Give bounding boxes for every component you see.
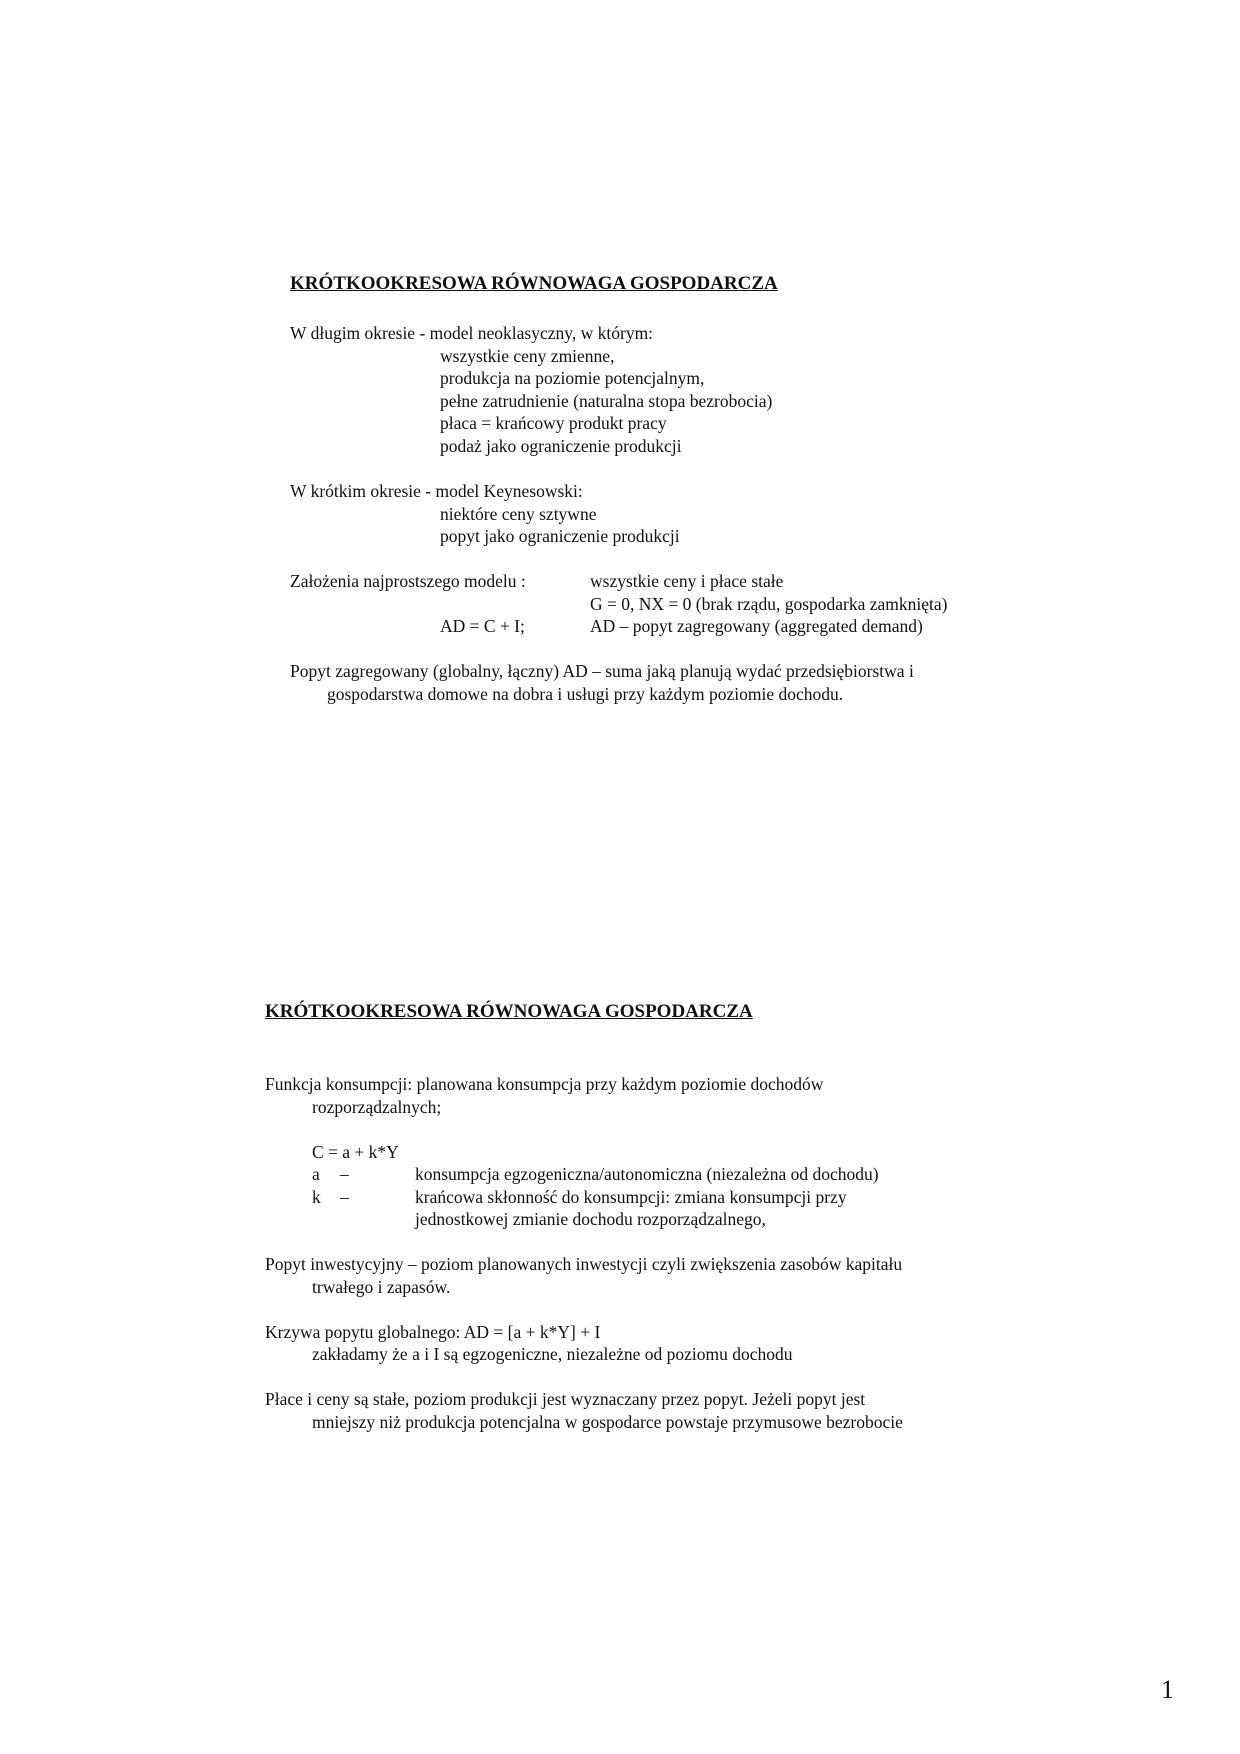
investment-demand-line: trwałego i zapasów. [312, 1277, 451, 1297]
aggregate-demand-line: Popyt zagregowany (globalny, łączny) AD – suma jaką planują wydać przedsiębiorstwa i [290, 661, 914, 681]
assumptions-label: Założenia najprostszego modelu : [290, 571, 526, 591]
ad-definition: AD – popyt zagregowany (aggregated demand) [590, 616, 923, 636]
long-run-heading: W długim okresie - model neoklasyczny, w którym: [290, 323, 654, 343]
wages-prices-line: mniejszy niż produkcja potencjalna w gospodarce powstaje przymusowe bezrobocie [312, 1412, 903, 1432]
short-run-heading: W krótkim okresie - model Keynesowski: [290, 481, 583, 501]
long-run-item: produkcja na poziomie potencjalnym, [440, 368, 705, 388]
consumption-function-line: rozporządzalnych; [312, 1097, 442, 1117]
def-a-dash: – [340, 1164, 349, 1184]
long-run-item: płaca = krańcowy produkt pracy [440, 413, 667, 433]
long-run-item: pełne zatrudnienie (naturalna stopa bezrobocia) [440, 391, 773, 411]
short-run-item: niektóre ceny sztywne [440, 504, 597, 524]
assumption-item: wszystkie ceny i płace stałe [590, 571, 784, 591]
aggregate-demand-line: gospodarstwa domowe na dobra i usługi przy każdym poziomie dochodu. [327, 684, 844, 704]
slide2-title: KRÓTKOOKRESOWA RÓWNOWAGA GOSPODARCZA [265, 1001, 753, 1022]
ad-formula: AD = C + I; [440, 616, 525, 636]
slide1-title: KRÓTKOOKRESOWA RÓWNOWAGA GOSPODARCZA [290, 273, 778, 294]
ad-curve-line: Krzywa popytu globalnego: AD = [a + k*Y] + I [265, 1322, 601, 1342]
assumption-item: G = 0, NX = 0 (brak rządu, gospodarka zamknięta) [590, 594, 948, 614]
consumption-formula: C = a + k*Y [312, 1142, 399, 1162]
def-k-text: jednostkowej zmianie dochodu rozporządzalnego, [415, 1209, 766, 1229]
def-k-dash: – [340, 1187, 349, 1207]
consumption-function-line: Funkcja konsumpcji: planowana konsumpcja przy każdym poziomie dochodów [265, 1074, 824, 1094]
def-a-text: konsumpcja egzogeniczna/autonomiczna (niezależna od dochodu) [415, 1164, 879, 1184]
page-number: 1 [1161, 1675, 1174, 1704]
ad-curve-line: zakładamy że a i I są egzogeniczne, niezależne od poziomu dochodu [312, 1344, 793, 1364]
def-a-symbol: a [312, 1164, 320, 1184]
investment-demand-line: Popyt inwestycyjny – poziom planowanych inwestycji czyli zwiększenia zasobów kapitału [265, 1254, 903, 1274]
def-k-symbol: k [312, 1187, 321, 1207]
def-k-text: krańcowa skłonność do konsumpcji: zmiana konsumpcji przy [415, 1187, 847, 1207]
wages-prices-line: Płace i ceny są stałe, poziom produkcji jest wyznaczany przez popyt. Jeżeli popyt jest [265, 1389, 866, 1409]
short-run-item: popyt jako ograniczenie produkcji [440, 526, 680, 546]
long-run-item: podaż jako ograniczenie produkcji [440, 436, 682, 456]
long-run-item: wszystkie ceny zmienne, [440, 346, 615, 366]
